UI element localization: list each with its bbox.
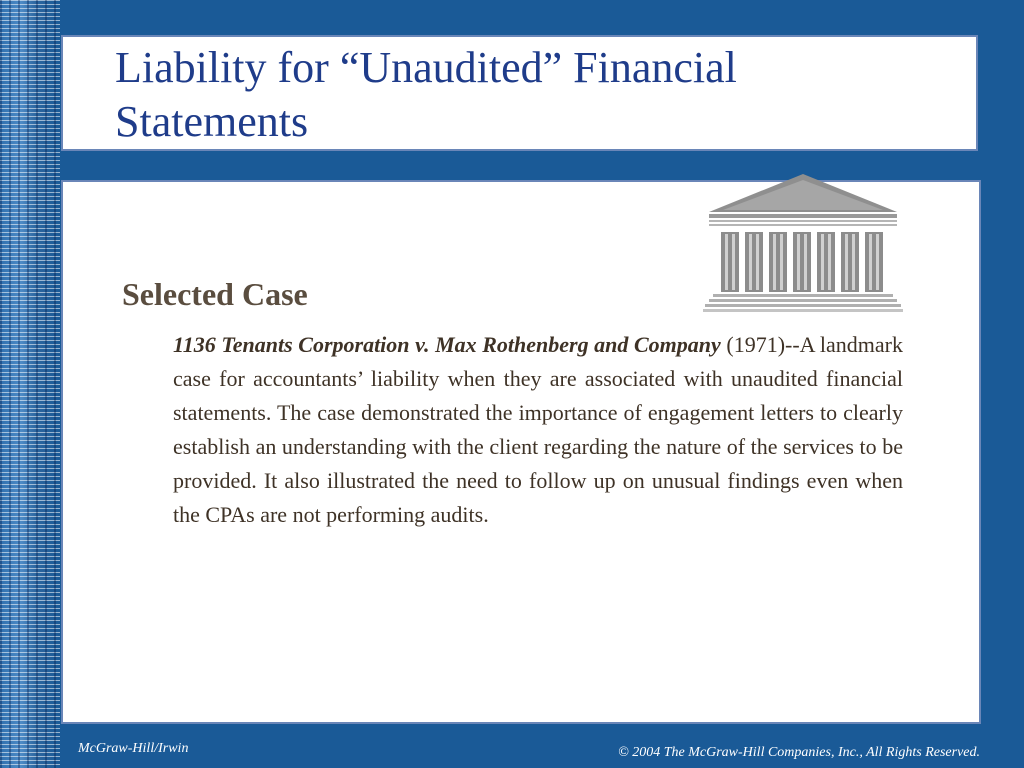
footer-copyright: © 2004 The McGraw-Hill Companies, Inc., All Rights Reserved. [618,745,980,760]
footer-publisher: McGraw-Hill/Irwin [78,741,189,756]
case-description [173,328,903,532]
case-body: (1971)--A landmark case for accountants’ liability when they are associated with unaudited financial statements. The case demonstrated the importance of engagement letters to clearly establish an understanding with the client regarding the nature of the services to be provided. It also illustrated the need to follow up on unusual findings even when the CPAs are not performing audits. [173,332,904,527]
case-name: 1136 Tenants Corporation v. Max Rothenberg and Company [173,332,721,357]
title-panel [61,35,978,151]
slide-title: Liability for “Unaudited” Financial Statements [115,43,737,146]
content-panel [61,180,981,724]
decorative-left-strip [0,0,60,768]
section-heading: Selected Case [122,276,308,312]
courthouse-icon [703,172,903,317]
